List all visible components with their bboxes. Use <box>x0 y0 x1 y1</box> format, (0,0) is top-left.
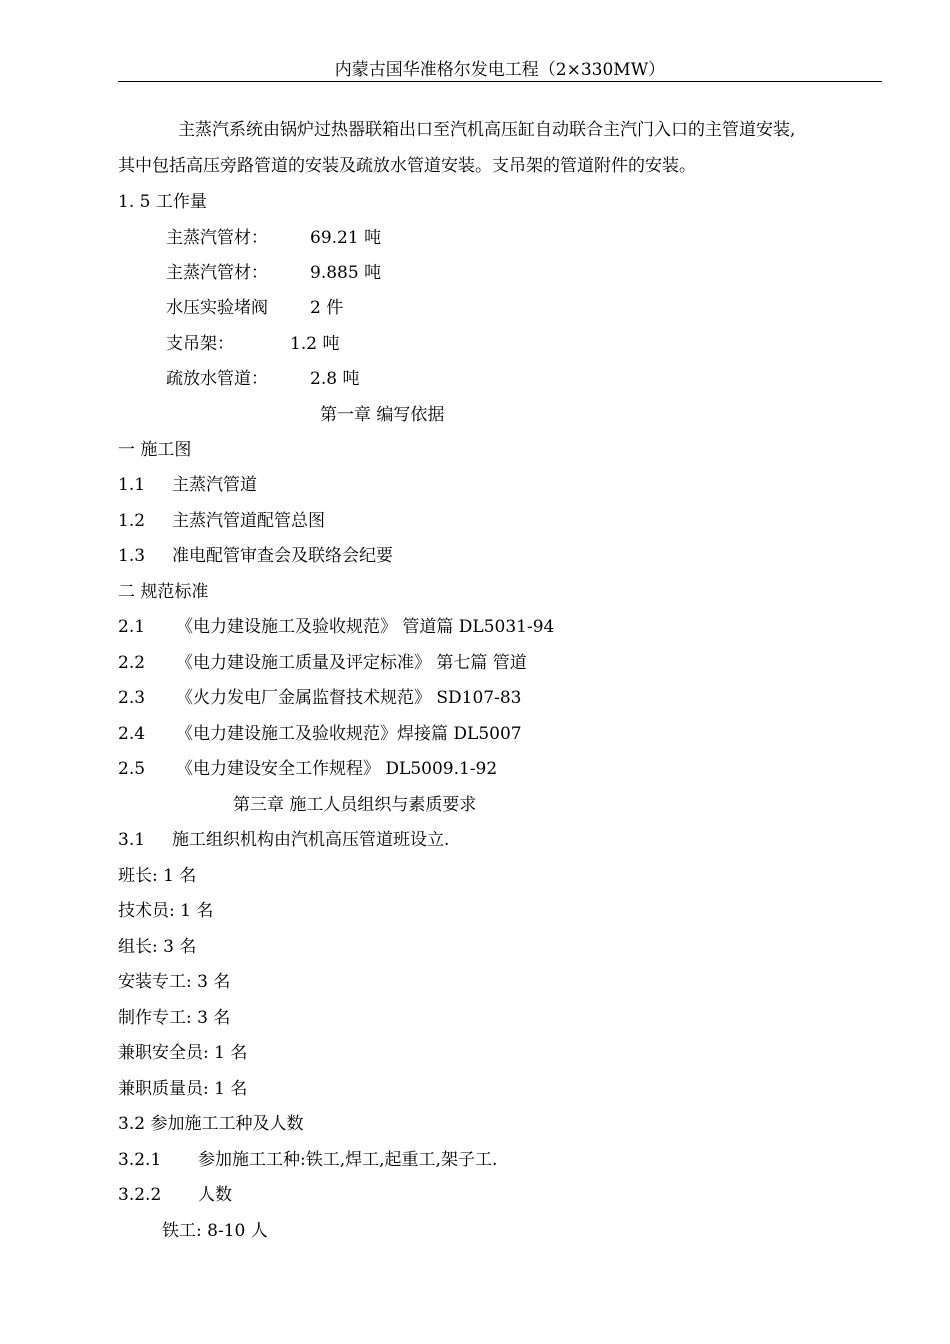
staff-line: 兼职质量员: 1 名 <box>118 1079 248 1099</box>
item-number: 3.1 <box>118 830 146 850</box>
item-number: 1.3 <box>118 546 146 566</box>
item-text: 《电力建设施工及验收规范》 管道篇 DL5031-94 <box>176 617 555 637</box>
workload-item-label: 主蒸汽管材： <box>166 228 268 248</box>
item-text: 《电力建设安全工作规程》 DL5009.1-92 <box>176 759 498 779</box>
item-text: 《火力发电厂金属监督技术规范》 SD107-83 <box>176 688 522 708</box>
item-number: 2.4 <box>118 724 146 744</box>
worker-line: 铁工: 8-10 人 <box>162 1221 268 1241</box>
item-text: 主蒸汽管道配管总图 <box>172 511 325 531</box>
chapter-1-title: 第一章 编写依据 <box>320 405 445 425</box>
staff-line: 技术员: 1 名 <box>118 901 214 921</box>
workload-item-label: 支吊架： <box>166 334 234 354</box>
workload-item-value: 9.885 吨 <box>310 263 382 283</box>
workload-item-label: 水压实验堵阀 <box>166 298 268 318</box>
workload-item-label: 主蒸汽管材： <box>166 263 268 283</box>
staff-line: 兼职安全员: 1 名 <box>118 1043 248 1063</box>
staff-line: 安装专工: 3 名 <box>118 972 231 992</box>
item-text: 主蒸汽管道 <box>172 475 257 495</box>
item-number: 2.5 <box>118 759 146 779</box>
item-number: 2.1 <box>118 617 146 637</box>
workload-item-value: 1.2 吨 <box>290 334 340 354</box>
item-number: 2.3 <box>118 688 146 708</box>
intro-line-1: 主蒸汽系统由锅炉过热器联箱出口至汽机高压缸自动联合主汽门入口的主管道安装, <box>178 120 796 140</box>
item-text: 准电配管审查会及联络会纪要 <box>172 546 393 566</box>
item-number: 1.2 <box>118 511 146 531</box>
workload-item-value: 2.8 吨 <box>310 369 360 389</box>
section-3-2-heading: 3.2 参加施工工种及人数 <box>118 1114 304 1134</box>
item-number: 3.2.2 <box>118 1185 162 1205</box>
workload-item-label: 疏放水管道： <box>166 369 268 389</box>
workload-heading: 1. 5 工作量 <box>118 192 207 212</box>
staff-line: 组长: 3 名 <box>118 937 197 957</box>
intro-line-2: 其中包括高压旁路管道的安装及疏放水管道安装。支吊架的管道附件的安装。 <box>118 156 696 176</box>
item-text: 施工组织机构由汽机高压管道班设立. <box>172 830 450 850</box>
item-number: 2.2 <box>118 653 146 673</box>
item-number: 3.2.1 <box>118 1150 162 1170</box>
item-text: 人数 <box>198 1185 232 1205</box>
staff-line: 班长: 1 名 <box>118 866 197 886</box>
page-header-title: 内蒙古国华准格尔发电工程（2×330MW） <box>334 60 666 80</box>
item-text: 《电力建设施工及验收规范》焊接篇 DL5007 <box>176 724 522 744</box>
item-text: 参加施工工种:铁工,焊工,起重工,架子工. <box>198 1150 498 1170</box>
section-2-heading: 二 规范标准 <box>118 582 209 602</box>
item-number: 1.1 <box>118 475 146 495</box>
item-text: 《电力建设施工质量及评定标准》 第七篇 管道 <box>176 653 527 673</box>
chapter-3-title: 第三章 施工人员组织与素质要求 <box>233 795 477 815</box>
workload-item-value: 69.21 吨 <box>310 228 382 248</box>
header-divider <box>118 81 882 82</box>
staff-line: 制作专工: 3 名 <box>118 1008 231 1028</box>
workload-item-value: 2 件 <box>310 298 344 318</box>
section-1-heading: 一 施工图 <box>118 440 192 460</box>
